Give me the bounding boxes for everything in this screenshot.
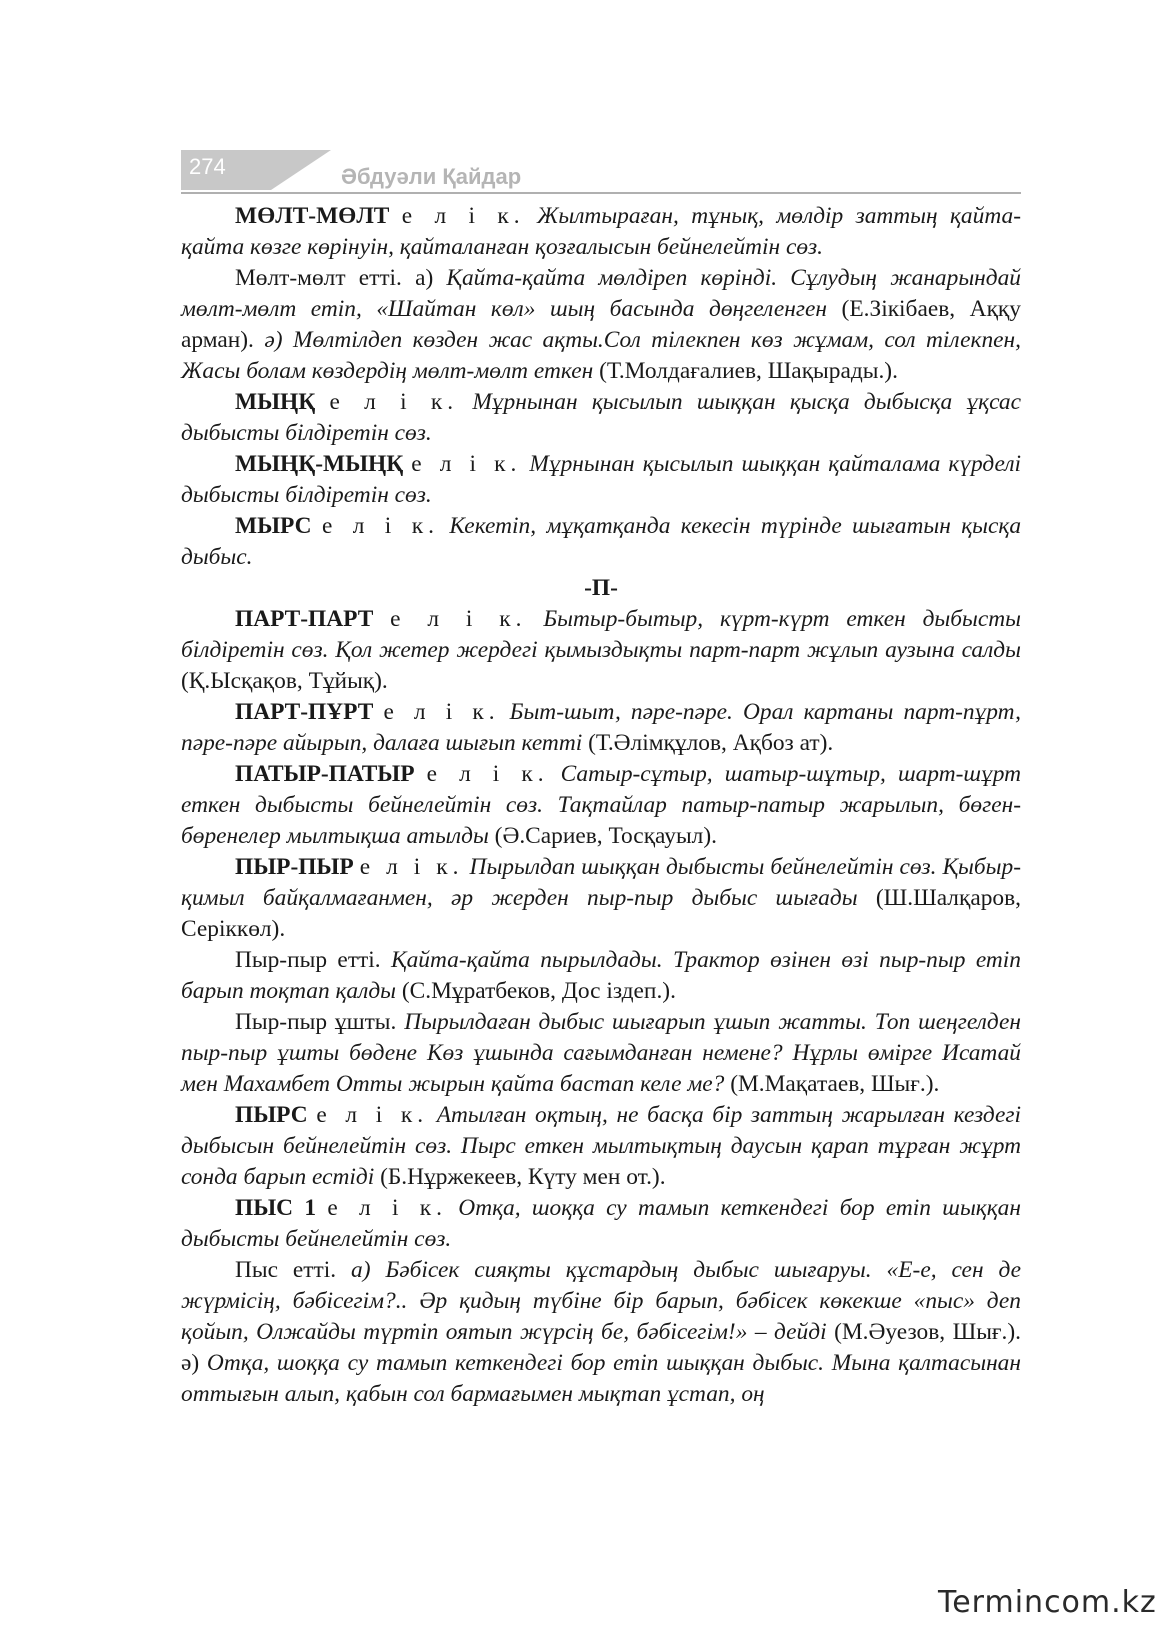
entry-molt-molt bbox=[181, 201, 1021, 263]
headword: ПЫР-ПЫР bbox=[235, 854, 354, 880]
watermark-logo: Termincom.kz bbox=[938, 1585, 1157, 1620]
definition: Атылған оқтың, не басқа бір заттың жарылған кездегі дыбысын бейнелейтін сөз. Пырс еткен мылтықтың даусын қарап тұрған жұрт сонда барып естіді bbox=[181, 1102, 1021, 1190]
headword: МЫРС bbox=[235, 513, 312, 539]
subentry-pys-etti bbox=[181, 1255, 1021, 1410]
source: (Е.Зікібаев, Аққу арман). bbox=[181, 296, 1021, 353]
entry-part-purt bbox=[181, 697, 1021, 759]
example: Қайта-қайта мөлдіреп көрінді. Сұлудың жанарындай мөлт-мөлт етіп, «Шайтан көл» шың басында дөңгеленген bbox=[181, 265, 1021, 322]
definition: Жылтыраған, тұнық, мөлдір заттың қайта-қайта көзге көрінуін, қайталанған қозғалысын бейнелейтін сөз. bbox=[181, 203, 1021, 260]
example: Қайта-қайта пырылдады. Трактор өзінен өзі пыр-пыр етіп барып тоқтап қалды bbox=[181, 947, 1021, 1004]
grammar-label: е л і к. bbox=[327, 1195, 447, 1221]
source: (Ш.Шалқаров, Серіккөл). bbox=[181, 885, 1021, 942]
page-number: 274 bbox=[189, 154, 226, 179]
example: ә) Мөлтілдеп көзден жас ақты.Сол тілекпен көз жұмам, сол тілекпен, Жасы болам көздердің мөлт-мөлт еткен bbox=[181, 327, 1021, 384]
grammar-label: е л і к. bbox=[316, 1102, 429, 1128]
definition: Отқа, шоққа су тамып кеткендегі бор етіп шыққан дыбысты бейнелейтін сөз. bbox=[181, 1195, 1021, 1252]
source: (Т.Молдағалиев, Шақырады.). bbox=[599, 358, 898, 384]
section-heading: -П- bbox=[584, 575, 618, 601]
entry-mynq-mynq bbox=[181, 449, 1021, 511]
subentry-phrase: Пыс етті. bbox=[235, 1257, 337, 1283]
grammar-label: е л і к. bbox=[329, 389, 459, 415]
definition: Мұрнынан қысылып шыққан қысқа дыбысқа ұқсас дыбысты білдіретін сөз. bbox=[181, 389, 1021, 446]
page-number-tab-wedge bbox=[271, 150, 331, 190]
entry-part-part bbox=[181, 604, 1021, 697]
headword: ПЫС 1 bbox=[235, 1195, 317, 1221]
entry-patyr-patyr bbox=[181, 759, 1021, 852]
subentry-phrase: Мөлт-мөлт етті. а) bbox=[235, 265, 434, 291]
headword: МЫҢҚ bbox=[235, 389, 316, 415]
definition: Бытыр-бытыр, күрт-күрт еткен дыбысты білдіретін сөз. Қол жетер жердегі қымыздықты парт-парт жұлып аузына салды bbox=[181, 606, 1021, 663]
running-title-author: Әбдуәли Қайдар bbox=[341, 164, 522, 189]
entry-pys-1 bbox=[181, 1193, 1021, 1255]
headword: ПАТЫР-ПАТЫР bbox=[235, 761, 415, 787]
grammar-label: е л і к. bbox=[401, 203, 525, 229]
headword: МЫҢҚ-МЫҢҚ bbox=[235, 451, 404, 477]
definition: Кекетіп, мұқатқанда кекесін түрінде шығатын қысқа дыбыс. bbox=[181, 513, 1022, 570]
definition: Мұрнынан қысылып шыққан қайталама күрделі дыбысты білдіретін сөз. bbox=[181, 451, 1022, 508]
headword: МӨЛТ-МӨЛТ bbox=[235, 203, 390, 229]
source: (Ә.Сариев, Тосқауыл). bbox=[494, 823, 717, 849]
example: Пырылдаған дыбыс шығарып ұшып жатты. Топ шеңгелден пыр-пыр ұшты бөдене Көз ұшында сағымданған немене? Нұрлы өмірге Исатай мен Махамбет Отты жырын қайта бастап келе ме? bbox=[181, 1009, 1021, 1097]
entry-mynq bbox=[181, 387, 1021, 449]
entry-myrs bbox=[181, 511, 1021, 573]
entry-pyr-pyr bbox=[181, 852, 1021, 945]
definition: Сатыр-сұтыр, шатыр-шұтыр, шарт-шұрт еткен дыбысты бейнелейтін сөз. Тақтайлар патыр-патыр жарылып, бөген-бөренелер мылтықша атылды bbox=[181, 761, 1022, 849]
source: (М.Әуезов, Шығ.). ә) bbox=[181, 1319, 1021, 1376]
dictionary-text bbox=[181, 201, 1021, 1410]
grammar-label: е л і к. bbox=[383, 699, 500, 725]
source: (М.Мақатаев, Шығ.). bbox=[730, 1071, 940, 1097]
page-header bbox=[181, 150, 1021, 195]
definition: Быт-шыт, пәре-пәре. Орал картаны парт-пұрт, пәре-пәре айырып, далаға шығып кетті bbox=[181, 699, 1022, 756]
headword: ПАРТ-ПҰРТ bbox=[235, 699, 374, 725]
source: (С.Мұратбеков, Дос іздеп.). bbox=[401, 978, 676, 1004]
subentry-phrase: Пыр-пыр етті. bbox=[235, 947, 381, 973]
example: а) Бәбісек сияқты құстардың дыбыс шығаруы. «Е-е, сен де жүрмісің, бәбісегім?.. Әр қидың түбіне бір барып, бәбісек көкекше «пыс» деп қойып, Олжайды түртіп оятып жүрсің бе, бәбісегім!» – дейді bbox=[181, 1257, 1021, 1345]
grammar-label: е л і к. bbox=[321, 513, 439, 539]
subentry-molt-molt-etti bbox=[181, 263, 1021, 387]
source: (Б.Нұржекеев, Күту мен от.). bbox=[380, 1164, 666, 1190]
grammar-label: е л і к. bbox=[359, 854, 464, 880]
definition: Пырылдап шыққан дыбысты бейнелейтін сөз. Қыбыр-қимыл байқалмағанмен, әр жерден пыр-пыр дыбыс шығады bbox=[181, 854, 1021, 911]
grammar-label: е л і к. bbox=[426, 761, 549, 787]
headword: ПЫРС bbox=[235, 1102, 308, 1128]
subentry-pyr-pyr-ushty bbox=[181, 1007, 1021, 1100]
subentry-phrase: Пыр-пыр ұшты. bbox=[235, 1009, 397, 1035]
grammar-label: е л і к. bbox=[411, 451, 522, 477]
source: (Т.Әлімқұлов, Ақбоз ат). bbox=[588, 730, 834, 756]
headword: ПАРТ-ПАРТ bbox=[235, 606, 374, 632]
header-rule bbox=[181, 192, 1021, 194]
subentry-pyr-pyr-etti bbox=[181, 945, 1021, 1007]
grammar-label: е л і к. bbox=[390, 606, 527, 632]
entry-pyrs bbox=[181, 1100, 1021, 1193]
source: (Қ.Ысқақов, Тұйық). bbox=[181, 668, 388, 694]
example: Отқа, шоққа су тамып кеткендегі бор етіп шыққан дыбыс. Мына қалтасынан оттығын алып, қабын сол бармағымен мықтап ұстап, оң bbox=[181, 1350, 1021, 1407]
